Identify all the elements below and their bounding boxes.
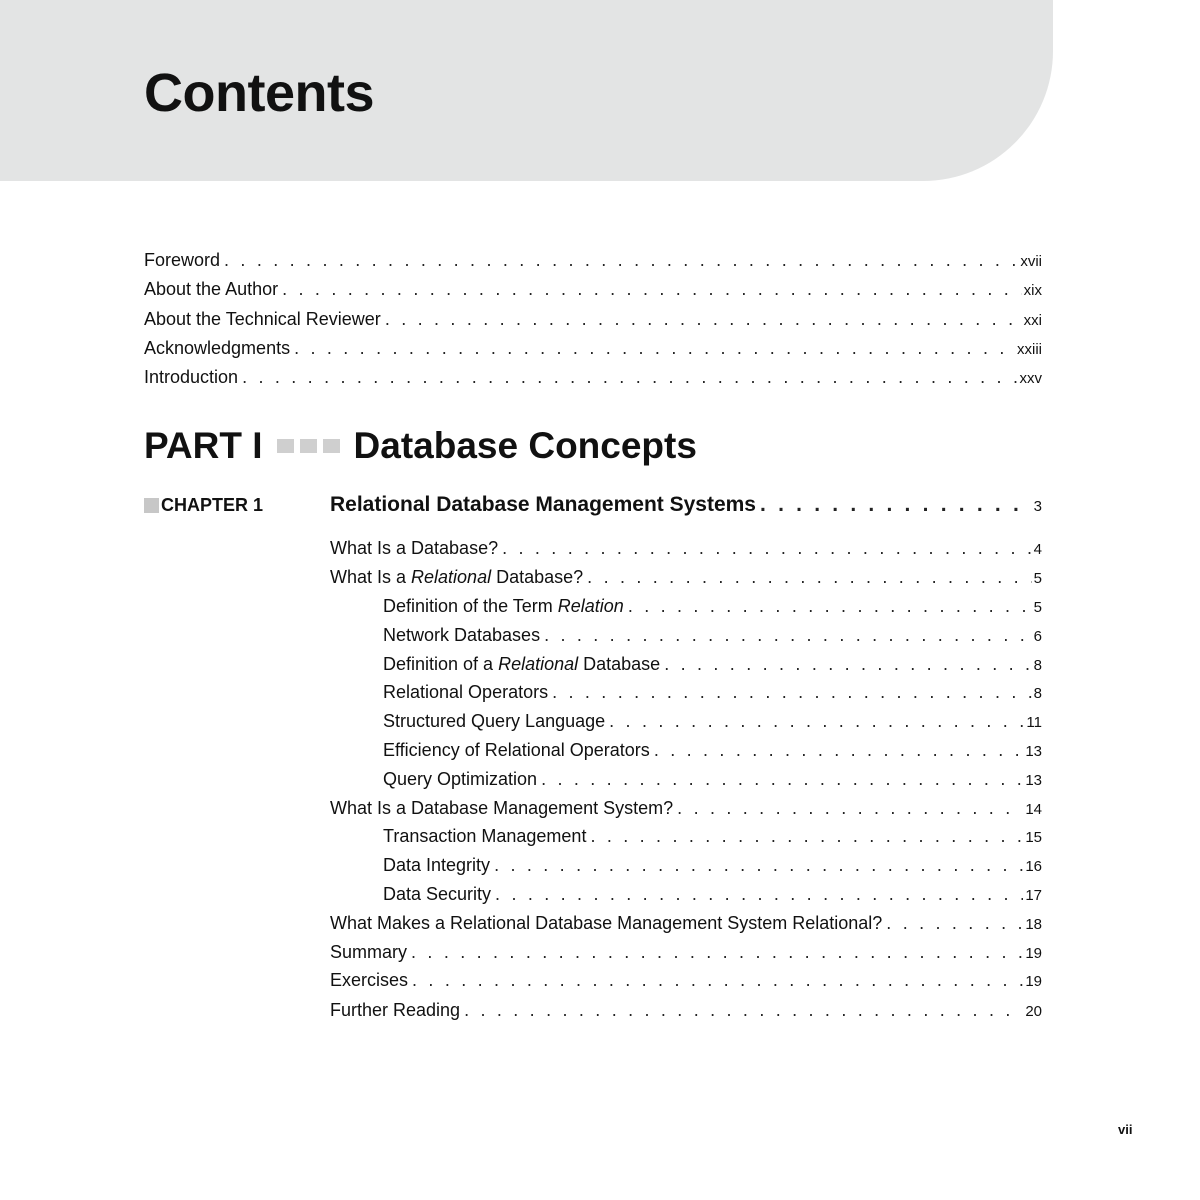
- dot-leader: [385, 307, 1022, 331]
- toc-section-page: 5: [1033, 599, 1042, 616]
- part-heading: [144, 424, 697, 468]
- toc-section-label: Definition of the Term Relation: [383, 596, 624, 616]
- dot-leader: [760, 492, 1032, 518]
- dot-leader: [412, 968, 1023, 992]
- toc-section-page: 15: [1025, 829, 1042, 846]
- toc-section[interactable]: [330, 536, 1042, 560]
- toc-section-label: What Is a Database?: [330, 538, 499, 558]
- dot-leader: [495, 882, 1023, 906]
- toc-entry-foreword[interactable]: [144, 248, 1042, 272]
- dot-leader: [628, 594, 1032, 618]
- toc-entry-acknowledgments[interactable]: [144, 336, 1042, 360]
- toc-section[interactable]: [330, 940, 1042, 964]
- dot-leader: [541, 767, 1023, 791]
- dot-leader: [224, 248, 1018, 272]
- toc-section-label: What Is a Relational Database?: [330, 567, 584, 587]
- toc-section-page: 20: [1025, 1003, 1042, 1020]
- chapter-number: CHAPTER 1: [161, 494, 264, 515]
- toc-entry-about-author[interactable]: [144, 277, 1042, 301]
- toc-section-label: Data Security: [383, 884, 492, 904]
- toc-subsection[interactable]: [383, 767, 1042, 791]
- toc-section-label: Transaction Management: [383, 826, 587, 846]
- toc-subsection[interactable]: [383, 709, 1042, 733]
- toc-section-label: Relational Operators: [383, 682, 549, 702]
- dot-leader: [411, 940, 1023, 964]
- toc-section-page: 5: [1033, 570, 1042, 587]
- chapter-label: [144, 493, 263, 517]
- toc-section-page: 16: [1025, 858, 1042, 875]
- chapter-title: Relational Database Management Systems: [330, 493, 756, 516]
- toc-subsection[interactable]: [383, 738, 1042, 762]
- toc-section-page: 13: [1025, 772, 1042, 789]
- part-separator: [277, 439, 340, 453]
- toc-entry-label: About the Technical Reviewer: [144, 309, 381, 329]
- toc-subsection[interactable]: [383, 824, 1042, 848]
- toc-entry-label: Acknowledgments: [144, 338, 291, 358]
- toc-entry-label: About the Author: [144, 279, 279, 299]
- dot-leader: [544, 623, 1032, 647]
- toc-section-label: What Makes a Relational Database Management System Relational?: [330, 913, 883, 933]
- toc-section[interactable]: [330, 998, 1042, 1022]
- dot-leader: [552, 680, 1032, 704]
- toc-subsection[interactable]: [383, 652, 1042, 676]
- toc-section-label: Structured Query Language: [383, 711, 606, 731]
- toc-section[interactable]: [330, 968, 1042, 992]
- toc-section-label: Further Reading: [330, 1000, 461, 1020]
- toc-section-label: What Is a Database Management System?: [330, 798, 674, 818]
- dot-leader: [590, 824, 1023, 848]
- toc-subsection[interactable]: [383, 680, 1042, 704]
- toc-section-label: Summary: [330, 942, 408, 962]
- toc-section-label: Network Databases: [383, 625, 541, 645]
- toc-entry-page: xvii: [1020, 253, 1042, 270]
- toc-subsection[interactable]: [383, 594, 1042, 618]
- dot-leader: [609, 709, 1024, 733]
- dot-leader: [464, 998, 1023, 1022]
- dot-leader: [664, 652, 1031, 676]
- toc-section[interactable]: [330, 565, 1042, 589]
- toc-section-page: 6: [1033, 628, 1042, 645]
- page-number: vii: [1118, 1122, 1133, 1137]
- chapter-marker: [144, 498, 159, 513]
- dot-leader: [587, 565, 1031, 589]
- toc-section-page: 18: [1025, 916, 1042, 933]
- dot-leader: [242, 365, 1017, 389]
- part-label: PART I: [144, 425, 263, 466]
- dot-leader: [494, 853, 1023, 877]
- toc-section-page: 14: [1025, 801, 1042, 818]
- toc-entry-page: xxiii: [1017, 341, 1042, 358]
- toc-section-page: 13: [1025, 743, 1042, 760]
- toc-entry-page: xxv: [1019, 370, 1042, 387]
- toc-section-label: Data Integrity: [383, 855, 491, 875]
- toc-section-page: 4: [1033, 541, 1042, 558]
- dot-leader: [282, 277, 1022, 301]
- dot-leader: [502, 536, 1032, 560]
- toc-section-label: Definition of a Relational Database: [383, 654, 661, 674]
- dot-leader: [677, 796, 1023, 820]
- toc-chapter-1[interactable]: [330, 492, 1042, 518]
- toc-section-label: Exercises: [330, 970, 409, 990]
- toc-subsection[interactable]: [383, 853, 1042, 877]
- toc-entry-technical-reviewer[interactable]: [144, 307, 1042, 331]
- toc-section-page: 17: [1025, 887, 1042, 904]
- toc-subsection[interactable]: [383, 882, 1042, 906]
- toc-section[interactable]: [330, 911, 1042, 935]
- toc-section-page: 19: [1025, 973, 1042, 990]
- toc-entry-introduction[interactable]: [144, 365, 1042, 389]
- toc-section[interactable]: [330, 796, 1042, 820]
- toc-entry-page: xix: [1023, 282, 1042, 299]
- toc-section-page: 11: [1026, 714, 1042, 731]
- toc-subsection[interactable]: [383, 623, 1042, 647]
- toc-section-page: 8: [1033, 685, 1042, 702]
- toc-entry-page: xxi: [1023, 312, 1042, 329]
- part-title: Database Concepts: [353, 425, 697, 466]
- dot-leader: [294, 336, 1015, 360]
- dot-leader: [886, 911, 1023, 935]
- toc-section-page: 19: [1025, 945, 1042, 962]
- dot-leader: [654, 738, 1024, 762]
- toc-entry-label: Introduction: [144, 367, 239, 387]
- toc-entry-label: Foreword: [144, 250, 221, 270]
- toc-section-label: Query Optimization: [383, 769, 538, 789]
- toc-section-label: Efficiency of Relational Operators: [383, 740, 650, 760]
- page-title: Contents: [144, 63, 374, 123]
- chapter-page: 3: [1033, 498, 1042, 515]
- toc-section-page: 8: [1033, 657, 1042, 674]
